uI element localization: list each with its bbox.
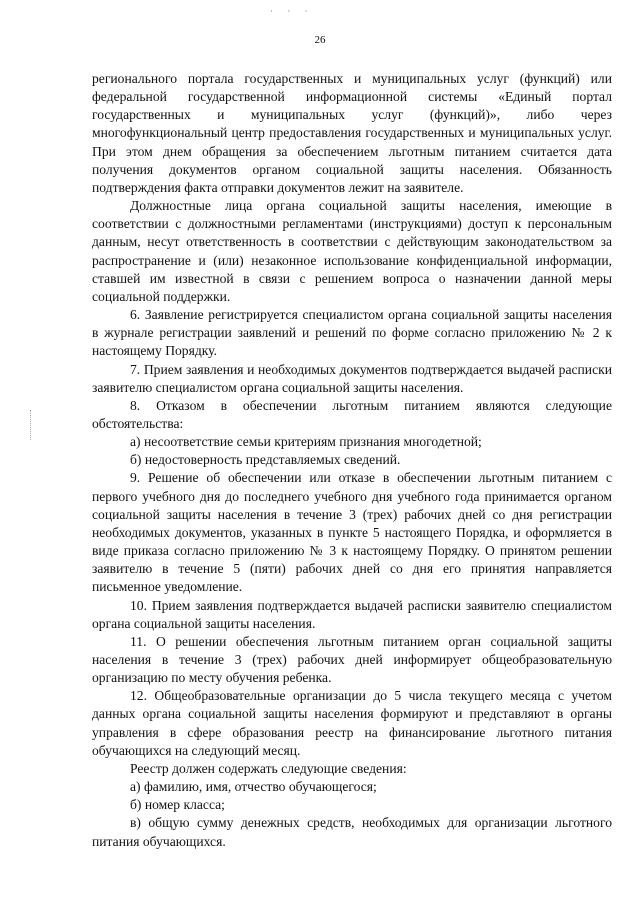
paragraph-8a: а) несоответствие семьи критериям признания многодетной; [130, 434, 482, 450]
paragraph-6: 6. Заявление регистрируется специалистом органа социальной защиты населения в журнале регистрации заявлений и решений по форме согласно приложению № 2 к настоящему Порядку. [92, 307, 612, 359]
paragraph-9: 9. Решение об обеспечении или отказе в обеспечении льготным питанием с первого учебного дня до последнего учебного дня учебного года принимается органом социальной защиты населения в течение 3 (трех) рабочих дней со дня регистрации необходимых документов, указанных в пункте 5 настоящего Порядка, и оформляется в виде приказа согласно приложению № 3 к настоящему Порядку. О принятом решении заявителю в течение 5 (пяти) рабочих дней со дня его принятия направляется письменное уведомление. [92, 470, 612, 595]
margin-artifact [30, 410, 33, 440]
paragraph-11: 11. О решении обеспечения льготным питанием орган социальной защиты населения в течение 3 (трех) рабочих дней информирует общеобразовательную организацию по месту обучения ребенка. [92, 633, 612, 686]
document-body [92, 70, 612, 851]
paragraph-8: 8. Отказом в обеспечении льготным питанием являются следующие обстоятельства: [92, 397, 612, 431]
paragraph-continuation: регионального портала государственных и муниципальных услуг (функций) или федеральной государственной информационной системы «Единый портал государственных и муниципальных услуг (функций)», либо через многофункциональный центр предоставления государственных и муниципальных услуг. При этом днем обращения за обеспечением льготным питанием считается дата получения документов органом социальной защиты населения. Обязанность подтверждения факта отправки документов лежит на заявителе. [92, 71, 612, 195]
page-number: 26 [314, 34, 326, 46]
paragraph-register-b: б) номер класса; [130, 797, 225, 813]
paragraph-register-c: в) общую сумму денежных средств, необходимых для организации льготного питания обучающихся. [92, 815, 612, 849]
paragraph-12: 12. Общеобразовательные организации до 5 числа текущего месяца с учетом данных органа социальной защиты населения формируют и представляют в органы управления в сфере образования реестр на финансирование льготного питания обучающихся на следующий месяц. [92, 688, 612, 758]
paragraph-officials: Должностные лица органа социальной защиты населения, имеющие в соответствии с должностными регламентами (инструкциями) доступ к персональным данным, несут ответственность в соответствии с действующим законодательством за распространение и (или) незаконное использование конфиденциальной информации, ставшей им известной в связи с решением вопроса о назначении данной меры социальной поддержки. [92, 198, 612, 304]
paragraph-register-a: а) фамилию, имя, отчество обучающегося; [130, 779, 377, 795]
scan-artifact: · · · [270, 6, 314, 16]
paragraph-10: 10. Прием заявления подтверждается выдачей расписки заявителю специалистом органа социальной защиты населения. [92, 597, 612, 631]
paragraph-8b: б) недостоверность представляемых сведений. [130, 452, 401, 468]
paragraph-register: Реестр должен содержать следующие сведения: [130, 760, 407, 776]
paragraph-7: 7. Прием заявления и необходимых документов подтверждается выдачей расписки заявителю специалистом органа социальной защиты населения. [92, 361, 612, 395]
